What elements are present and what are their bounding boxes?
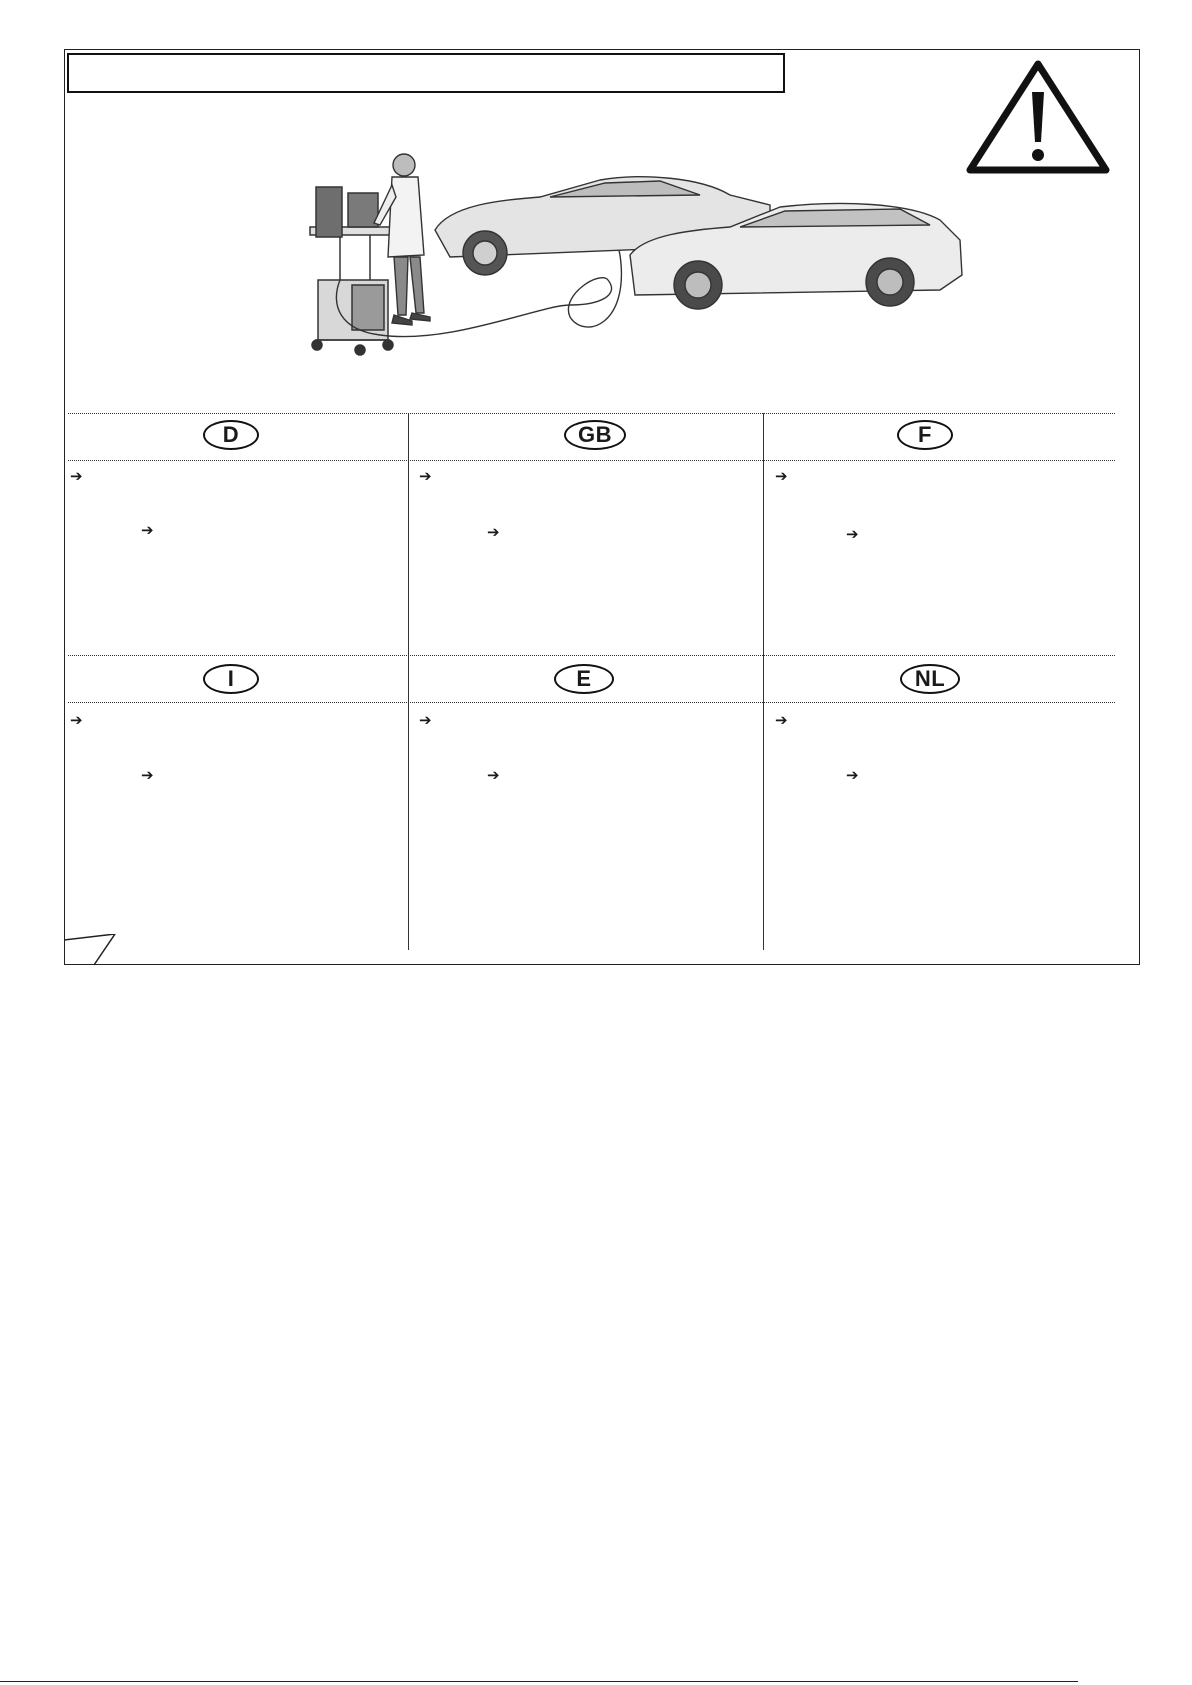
header-divider-1 xyxy=(68,460,1115,461)
arrow-bullet-icon: ➔ xyxy=(141,521,154,539)
column-divider-1 xyxy=(408,413,409,950)
language-badge-d: D xyxy=(203,420,259,450)
title-box xyxy=(67,53,785,93)
arrow-bullet-icon: ➔ xyxy=(846,525,859,543)
language-badge-gb: GB xyxy=(564,420,626,450)
arrow-bullet-icon: ➔ xyxy=(70,711,83,729)
arrow-bullet-icon: ➔ xyxy=(70,467,83,485)
arrow-bullet-icon: ➔ xyxy=(846,766,859,784)
page-corner-fold xyxy=(64,934,119,966)
language-badge-i: I xyxy=(203,664,259,694)
row-top-divider xyxy=(68,413,1115,414)
arrow-bullet-icon: ➔ xyxy=(419,711,432,729)
page-bottom-rule xyxy=(0,1681,1078,1682)
arrow-bullet-icon: ➔ xyxy=(775,467,788,485)
language-badge-f: F xyxy=(897,420,953,450)
language-badge-e: E xyxy=(554,664,614,694)
arrow-bullet-icon: ➔ xyxy=(141,766,154,784)
row-mid-divider xyxy=(68,655,1115,656)
arrow-bullet-icon: ➔ xyxy=(775,711,788,729)
arrow-bullet-icon: ➔ xyxy=(487,766,500,784)
diagnostic-tester-with-vehicles-illustration xyxy=(300,145,1025,390)
header-divider-2 xyxy=(68,702,1115,703)
arrow-bullet-icon: ➔ xyxy=(487,523,500,541)
arrow-bullet-icon: ➔ xyxy=(419,467,432,485)
language-badge-nl: NL xyxy=(900,664,960,694)
column-divider-2 xyxy=(763,413,764,950)
